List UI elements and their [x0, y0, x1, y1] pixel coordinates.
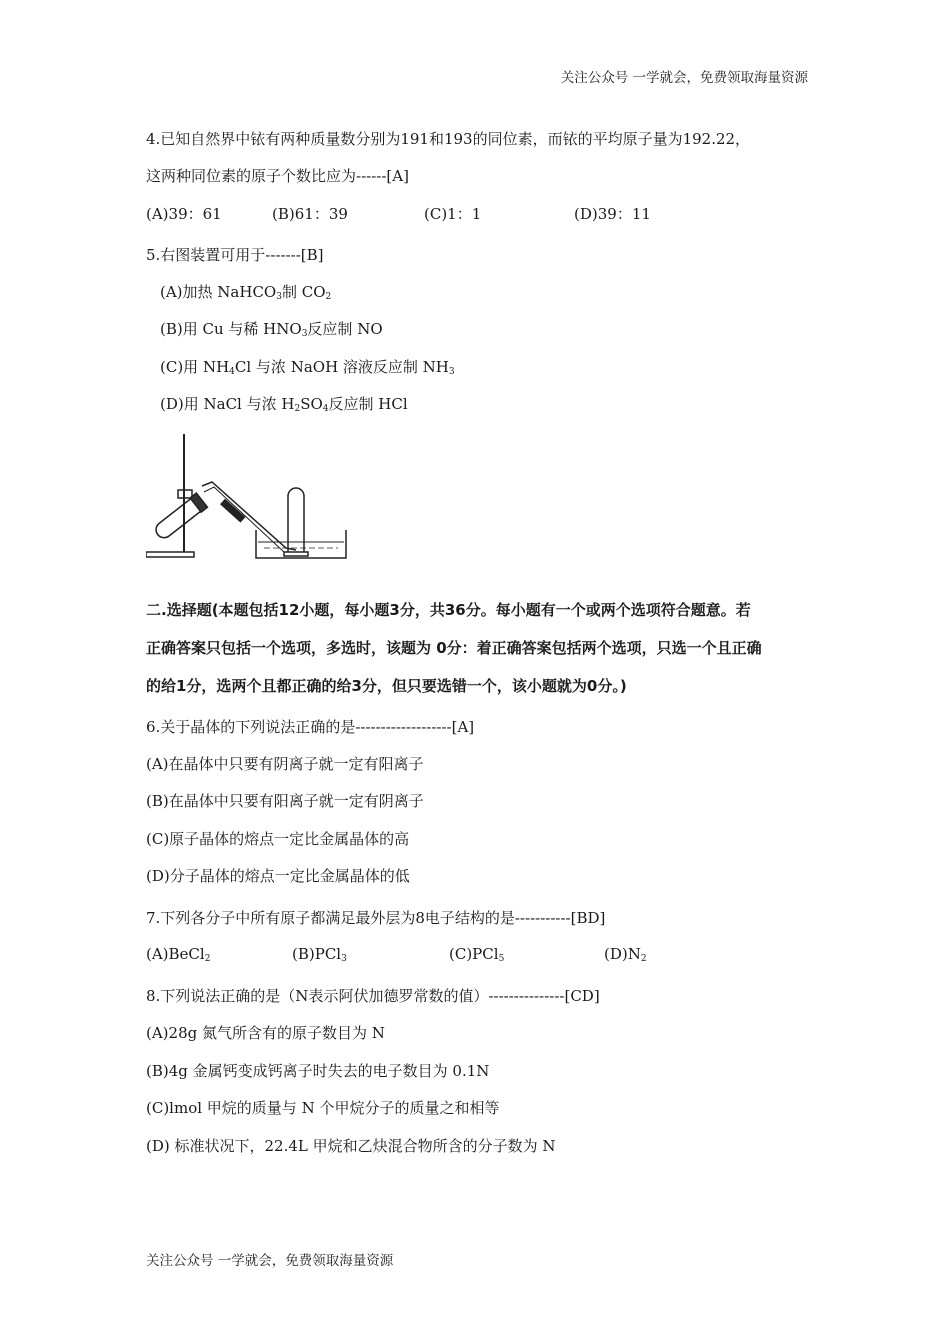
- q4-option-d: (D)39：11: [574, 205, 651, 223]
- test-tube: [152, 493, 207, 542]
- q8-option-c: (C)lmol 甲烷的质量与 N 个甲烷分子的质量之和相等: [146, 1099, 500, 1117]
- page-footer: 关注公众号 一学就会，免费领取海量资源: [146, 1253, 394, 1269]
- rubber-joint: [221, 500, 244, 522]
- section2-instructions-line2: 正确答案只包括一个选项，多选时，该题为 0分：着正确答案包括两个选项，只选一个且正确: [146, 639, 762, 657]
- q8-option-b: (B)4g 金属钙变成钙离子时失去的电子数目为 0.1N: [146, 1062, 490, 1080]
- q7-option-c: (C)PCl$_5$: [449, 945, 505, 964]
- q6-option-d: (D)分子晶体的熔点一定比金属晶体的低: [146, 867, 410, 885]
- q5-option-c: (C)用 $NH_4Cl$ 与浓 NaOH 溶液反应制 $NH_3$: [160, 358, 455, 377]
- q7-option-a: (A)BeCl$_2$: [146, 945, 211, 964]
- delivery-tube: [202, 482, 296, 550]
- section2-instructions-line1: 二.选择题(本题包括12小题，每小题3分，共36分。每小题有一个或两个选项符合题意。若: [146, 601, 751, 619]
- q5-stem: 5.右图装置可用于-------[B]: [146, 246, 324, 264]
- q4-option-b: (B)61：39: [272, 205, 348, 223]
- q6-option-b: (B)在晶体中只要有阳离子就一定有阴离子: [146, 792, 424, 810]
- q5-option-d: (D)用 NaCl 与浓 $H_2SO_4$反应制 HCl: [160, 395, 408, 414]
- apparatus-figure: [146, 430, 356, 562]
- page-header: 关注公众号 一学就会，免费领取海量资源: [560, 70, 808, 86]
- q8-stem: 8.下列说法正确的是（N表示阿伏加德罗常数的值）---------------[CD]: [146, 987, 600, 1005]
- q6-option-a: (A)在晶体中只要有阴离子就一定有阳离子: [146, 755, 424, 773]
- q7-option-d: $(D)N_2$: [604, 945, 647, 964]
- q4-option-a: (A)39：61: [146, 205, 222, 223]
- q7-stem: 7.下列各分子中所有原子都满足最外层为8电子结构的是-----------[BD]: [146, 909, 606, 927]
- collection-tube: [288, 488, 304, 556]
- q4-option-c: (C)1：1: [424, 205, 482, 223]
- q7-option-b: (B)PCl$_3$: [292, 945, 347, 964]
- q6-option-c: (C)原子晶体的熔点一定比金属晶体的高: [146, 830, 410, 848]
- q5-option-b: (B)用 Cu 与稀 $HNO_3$反应制 NO: [160, 320, 383, 339]
- stand-base: [146, 552, 194, 557]
- section2-instructions-line3: 的给1分，选两个且都正确的给3分，但只要选错一个，该小题就为0分。): [146, 677, 627, 695]
- q8-option-a: (A)28g 氮气所含有的原子数目为 N: [146, 1024, 385, 1042]
- q4-stem-line2: 这两种同位素的原子个数比应为------[A]: [146, 167, 409, 185]
- q5-option-a: (A)加热 NaHCO$_3$制 $CO_2$: [160, 283, 332, 302]
- q8-option-d: (D) 标准状况下，22.4L 甲烷和乙炔混合物所含的分子数为 N: [146, 1137, 556, 1155]
- q6-stem: 6.关于晶体的下列说法正确的是-------------------[A]: [146, 718, 475, 736]
- q4-stem-line1: 4.已知自然界中铱有两种质量数分别为191和193的同位素，而铱的平均原子量为192.22，: [146, 130, 751, 148]
